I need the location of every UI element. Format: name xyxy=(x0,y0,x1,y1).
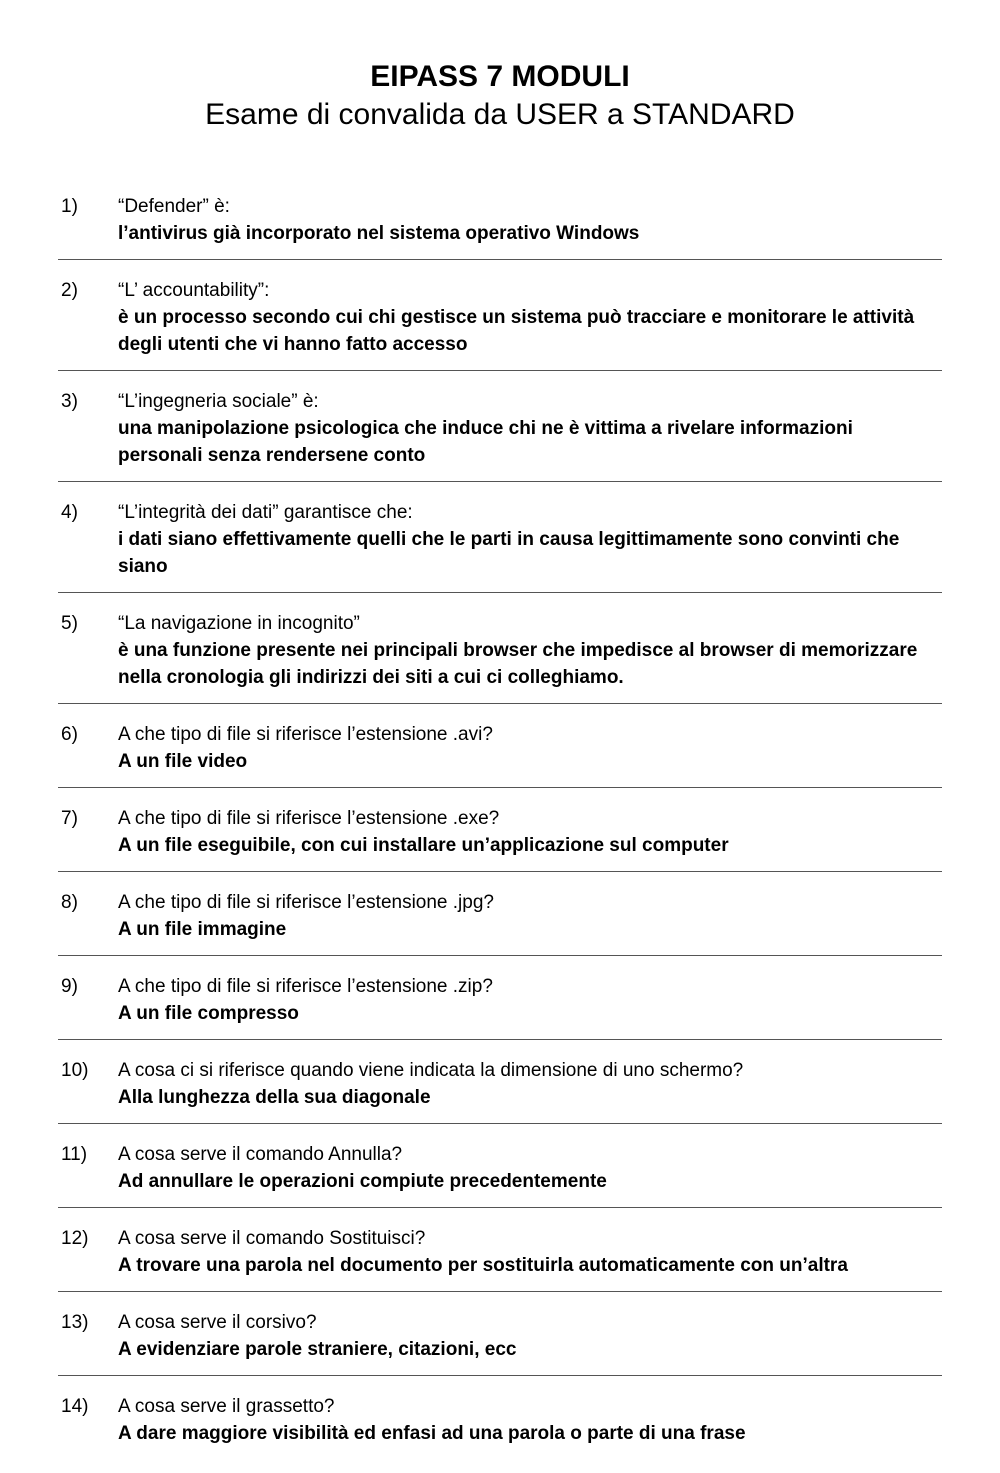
question-text: A che tipo di file si riferisce l’estensione .jpg? xyxy=(118,892,494,913)
question-text: A cosa ci si riferisce quando viene indicata la dimensione di uno schermo? xyxy=(118,1060,744,1081)
document-title: EIPASS 7 MODULI xyxy=(370,60,630,93)
question-text: A cosa serve il corsivo? xyxy=(118,1312,317,1333)
question-text: A cosa serve il grassetto? xyxy=(118,1396,335,1417)
question-item xyxy=(58,886,942,956)
question-number: 9) xyxy=(61,976,78,997)
question-text: A che tipo di file si riferisce l’estensione .avi? xyxy=(118,724,493,745)
question-item xyxy=(58,190,942,260)
answer-text: A evidenziare parole straniere, citazioni, ecc xyxy=(118,1339,517,1360)
answer-text: A un file immagine xyxy=(118,919,287,940)
question-number: 2) xyxy=(61,280,78,301)
answer-text: l’antivirus già incorporato nel sistema operativo Windows xyxy=(118,223,640,244)
answer-text: A trovare una parola nel documento per sostituirla automaticamente con un’altra xyxy=(118,1255,848,1276)
document-header xyxy=(0,58,1000,134)
question-text: A cosa serve il comando Annulla? xyxy=(118,1144,403,1165)
question-number: 3) xyxy=(61,391,78,412)
question-item xyxy=(58,274,942,371)
question-item xyxy=(58,1054,942,1124)
question-number: 14) xyxy=(61,1396,89,1417)
question-list xyxy=(58,190,942,1473)
question-text: “L’ingegneria sociale” è: xyxy=(118,391,319,412)
question-item xyxy=(58,1306,942,1376)
question-text: A che tipo di file si riferisce l’estensione .zip? xyxy=(118,976,493,997)
answer-text: è una funzione presente nei principali browser che impedisce al browser di memorizzare nella cronologia gli indirizzi dei siti a cui ci colleghiamo. xyxy=(118,640,918,688)
question-text: “Defender” è: xyxy=(118,196,230,217)
answer-text: i dati siano effettivamente quelli che le parti in causa legittimamente sono convinti che siano xyxy=(118,529,900,577)
question-number: 8) xyxy=(61,892,78,913)
question-number: 6) xyxy=(61,724,78,745)
question-item xyxy=(58,718,942,788)
question-item xyxy=(58,970,942,1040)
question-item xyxy=(58,1138,942,1208)
answer-text: A un file compresso xyxy=(118,1003,299,1024)
question-number: 1) xyxy=(61,196,78,217)
question-text: “L’ accountability”: xyxy=(118,280,270,301)
question-number: 5) xyxy=(61,613,78,634)
answer-text: Ad annullare le operazioni compiute precedentemente xyxy=(118,1171,607,1192)
question-text: A cosa serve il comando Sostituisci? xyxy=(118,1228,426,1249)
answer-text: Alla lunghezza della sua diagonale xyxy=(118,1087,431,1108)
question-text: “La navigazione in incognito” xyxy=(118,613,360,634)
question-item xyxy=(58,802,942,872)
question-number: 7) xyxy=(61,808,78,829)
question-item xyxy=(58,1390,942,1459)
answer-text: A un file video xyxy=(118,751,248,772)
question-number: 11) xyxy=(61,1144,88,1165)
question-item xyxy=(58,1222,942,1292)
answer-text: è un processo secondo cui chi gestisce un sistema può tracciare e monitorare le attività degli utenti che vi hanno fatto accesso xyxy=(118,307,915,355)
question-item xyxy=(58,607,942,704)
question-item xyxy=(58,385,942,482)
document-subtitle: Esame di convalida da USER a STANDARD xyxy=(205,98,795,131)
question-number: 12) xyxy=(61,1228,89,1249)
question-text: “L’integrità dei dati” garantisce che: xyxy=(118,502,413,523)
question-number: 10) xyxy=(61,1060,89,1081)
question-text: A che tipo di file si riferisce l’estensione .exe? xyxy=(118,808,500,829)
answer-text: A un file eseguibile, con cui installare un’applicazione sul computer xyxy=(118,835,729,856)
question-number: 4) xyxy=(61,502,78,523)
question-item xyxy=(58,496,942,593)
question-number: 13) xyxy=(61,1312,89,1333)
answer-text: una manipolazione psicologica che induce chi ne è vittima a rivelare informazioni personali senza rendersene conto xyxy=(118,418,853,466)
answer-text: A dare maggiore visibilità ed enfasi ad una parola o parte di una frase xyxy=(118,1423,746,1444)
